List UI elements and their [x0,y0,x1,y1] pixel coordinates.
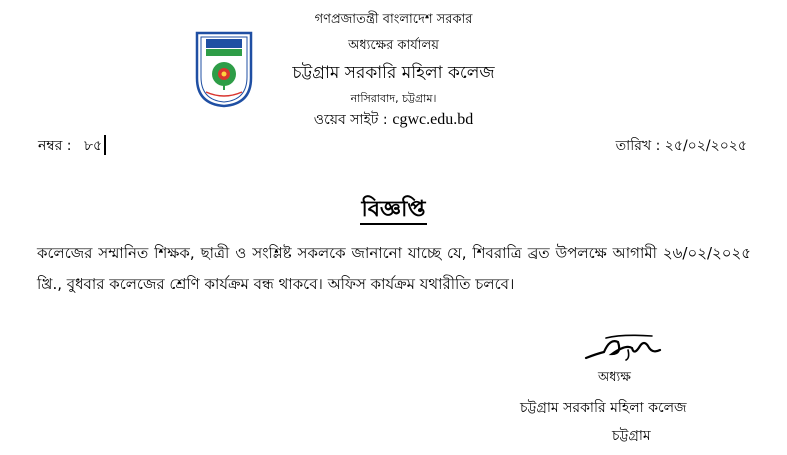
signatory-city: চট্টগ্রাম [612,428,651,444]
notice-title [0,192,787,229]
website-url: cgwc.edu.bd [392,111,474,128]
website-label: ওয়েব সাইট : [313,112,388,128]
notice-body: কলেজের সম্মানিত শিক্ষক, ছাত্রী ও সংশ্লিষ্ট সকলকে জানানো যাচ্ছে যে, শিবরাত্রি ব্রত উপলক্ষে আগামী ২৬/০২/২০২৫ খ্রি., বুধবার কলেজের শ্রেণি কার্যক্রম বন্ধ থাকবে। অফিস কার্যক্রম যথারীতি চলবে। [37,244,751,293]
memo-date [616,134,747,158]
signatory-college: চট্টগ্রাম সরকারি মহিলা কলেজ [520,400,687,416]
government-heading: গণপ্রজাতন্ত্রী বাংলাদেশ সরকার [314,12,473,27]
website-line [0,108,787,132]
memo-number [38,134,106,158]
memo-date-label: তারিখ : [615,138,661,154]
office-heading: অধ্যক্ষের কার্যালয় [348,38,439,53]
text-cursor [104,135,106,155]
college-name-heading: চট্টগ্রাম সরকারি মহিলা কলেজ [292,63,495,83]
memo-number-label: নম্বর : [38,138,72,154]
notice-title-text: বিজ্ঞপ্তি [360,197,428,225]
handwritten-signature [582,332,664,364]
memo-date-value: ২৫/০২/২০২৫ [664,138,747,154]
memo-number-value: ৮৫ [83,138,103,154]
signatory-title: অধ্যক্ষ [598,370,631,385]
college-address: নাসিরাবাদ, চট্টগ্রাম। [350,92,437,105]
